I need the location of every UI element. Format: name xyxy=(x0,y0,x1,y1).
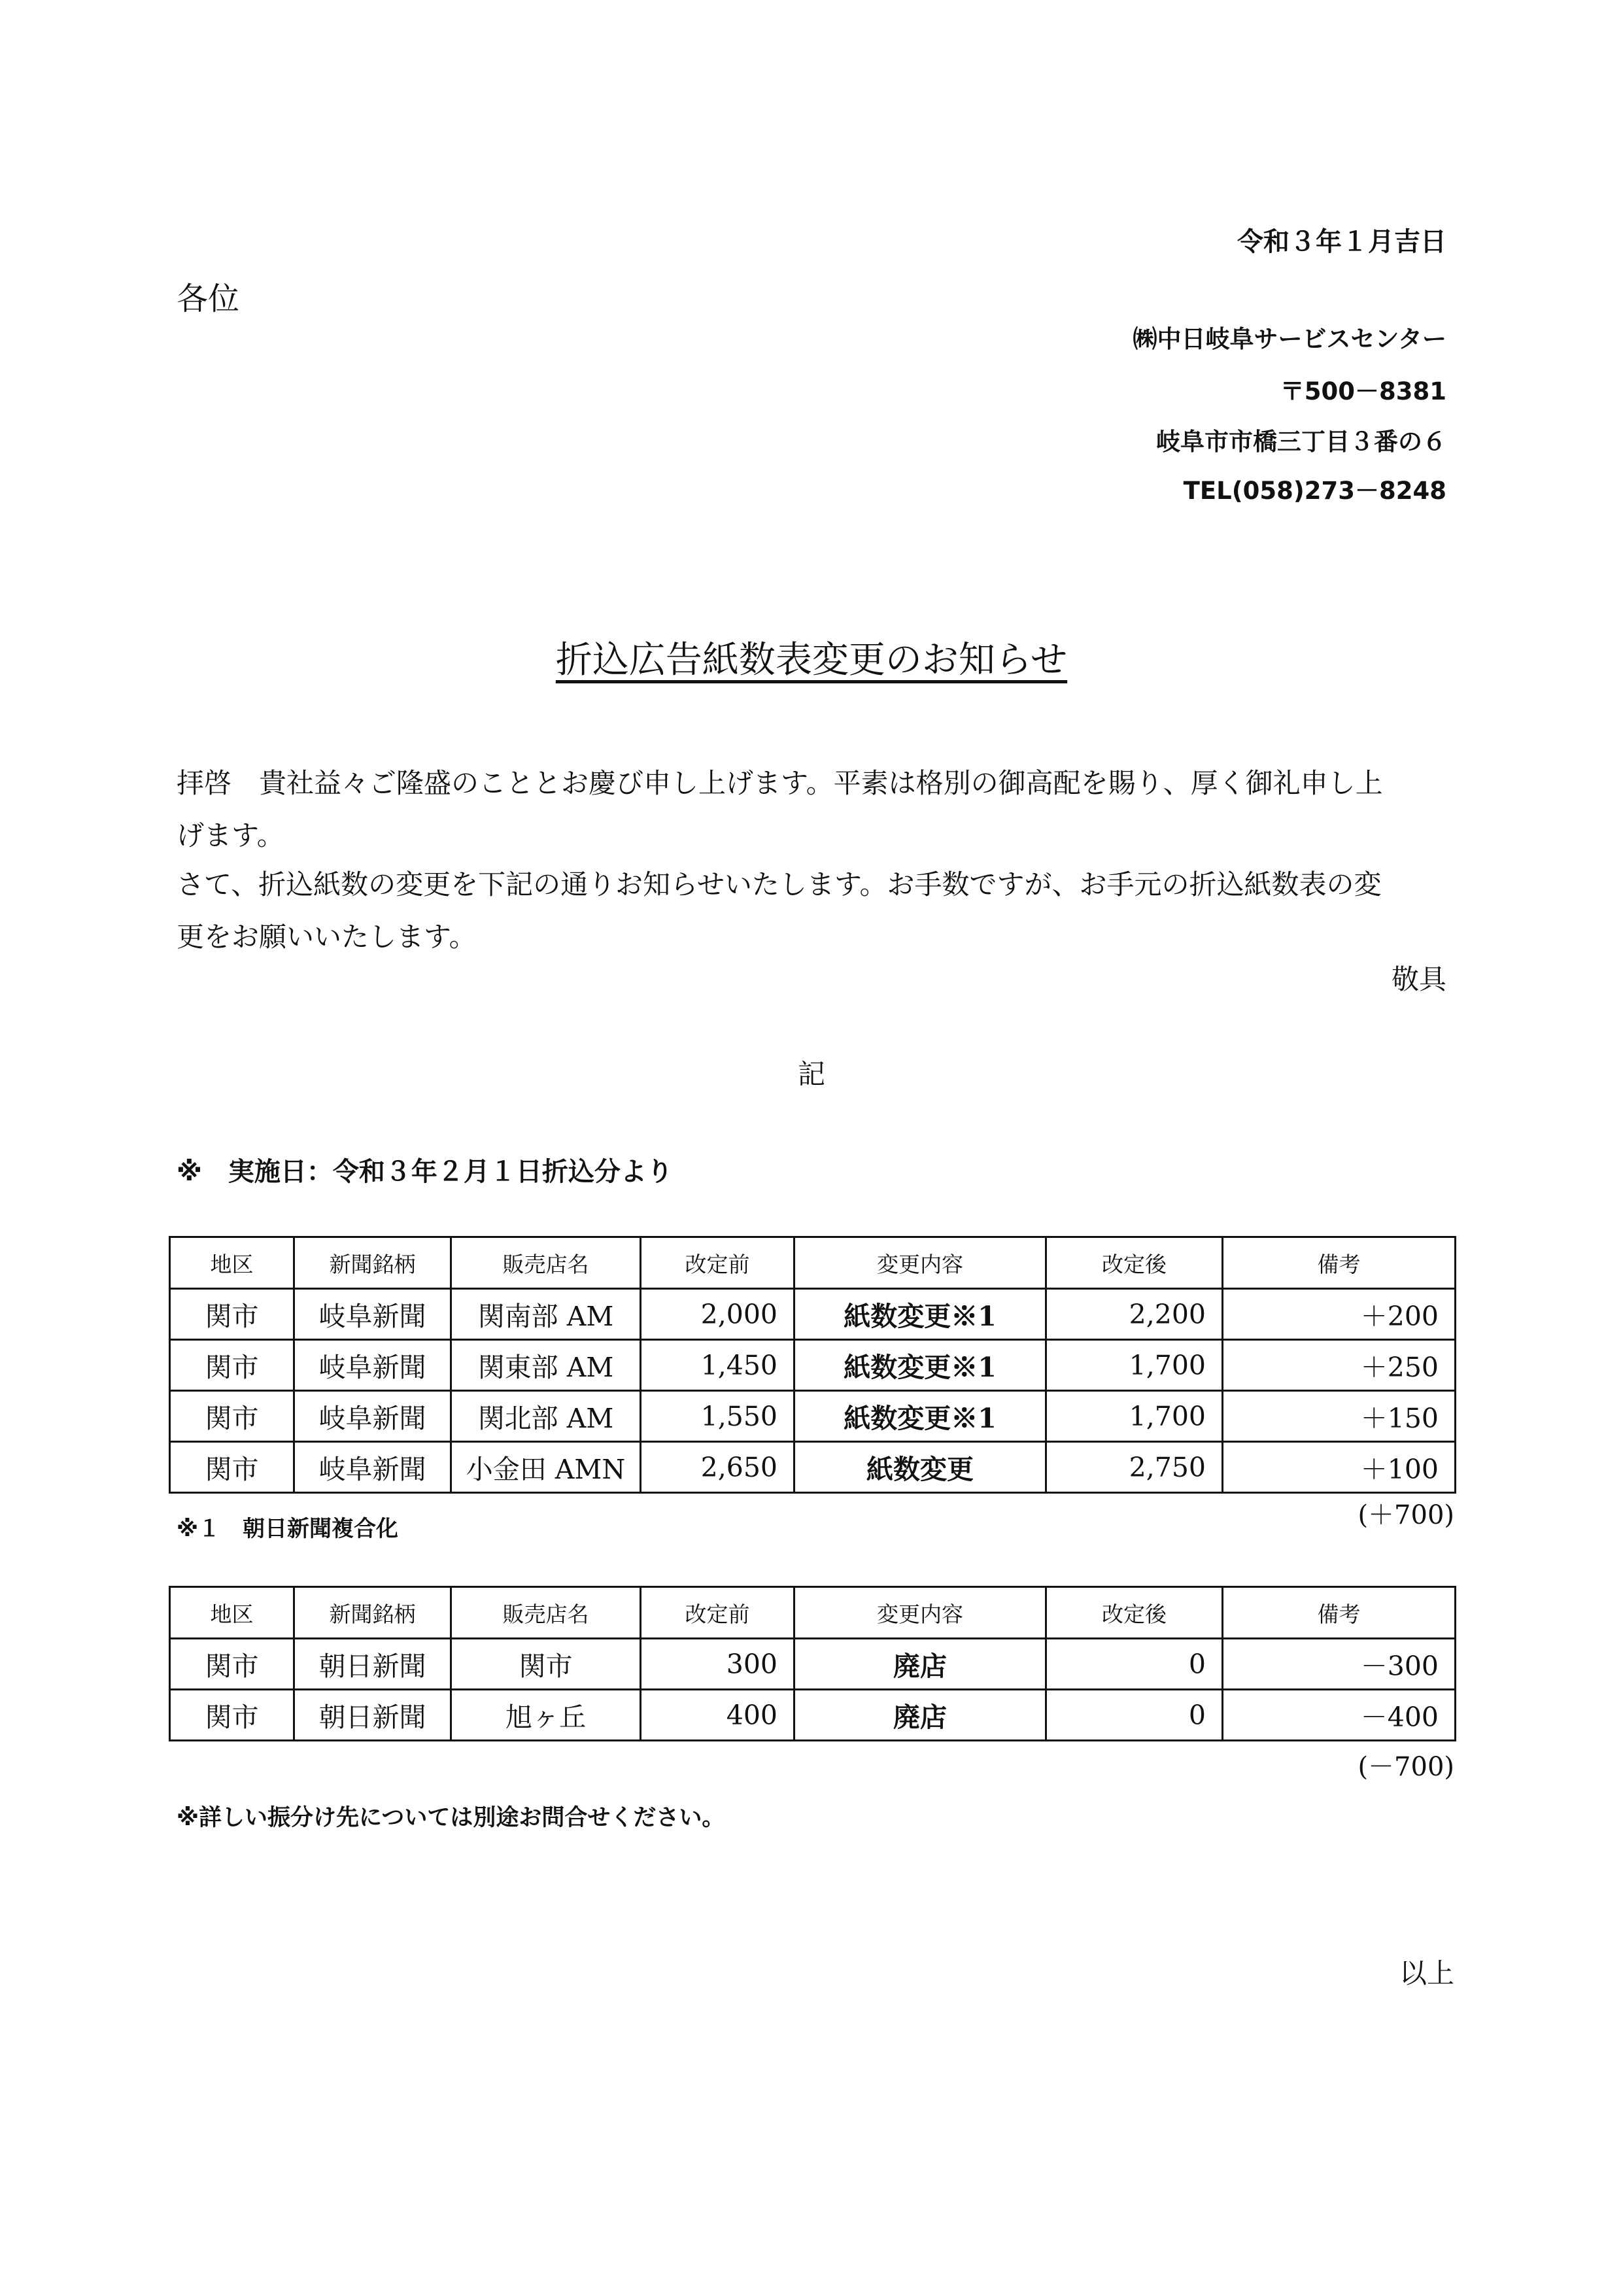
cell-newspaper: 朝日新聞 xyxy=(294,1690,451,1741)
cell-remarks: ＋200 xyxy=(1223,1289,1456,1340)
cell-newspaper: 岐阜新聞 xyxy=(294,1289,451,1340)
cell-before: 2,650 xyxy=(641,1442,794,1493)
closing-ijou: 以上 xyxy=(1399,1957,1454,1989)
header-change: 変更内容 xyxy=(794,1587,1046,1639)
cell-newspaper: 朝日新聞 xyxy=(294,1639,451,1690)
table2-total: (－700) xyxy=(1358,1752,1454,1782)
cell-store: 関南部 AM xyxy=(451,1289,641,1340)
header-district: 地区 xyxy=(170,1237,294,1289)
cell-store: 旭ヶ丘 xyxy=(451,1690,641,1741)
inquiry-note: ※詳しい振分け先については別途お問合せください。 xyxy=(177,1805,725,1831)
table-row xyxy=(170,1391,1456,1442)
cell-before: 300 xyxy=(641,1639,794,1690)
header-change: 変更内容 xyxy=(794,1237,1046,1289)
table-header-row xyxy=(170,1237,1456,1289)
cell-district: 関市 xyxy=(170,1340,294,1391)
header-before: 改定前 xyxy=(641,1587,794,1639)
body-line-1: 拝啓 貴社益々ご隆盛のこととお慶び申し上げます。平素は格別の御高配を賜り、厚く御礼申し上 xyxy=(177,767,1383,799)
header-store: 販売店名 xyxy=(451,1237,641,1289)
cell-change: 紙数変更 xyxy=(794,1442,1046,1493)
cell-remarks: －400 xyxy=(1223,1690,1456,1741)
sender-phone: TEL(058)273－8248 xyxy=(1183,477,1446,505)
cell-after: 0 xyxy=(1046,1639,1223,1690)
cell-newspaper: 岐阜新聞 xyxy=(294,1340,451,1391)
cell-store: 関市 xyxy=(451,1639,641,1690)
cell-before: 2,000 xyxy=(641,1289,794,1340)
table-row xyxy=(170,1442,1456,1493)
cell-remarks: ＋250 xyxy=(1223,1340,1456,1391)
header-after: 改定後 xyxy=(1046,1587,1223,1639)
cell-after: 0 xyxy=(1046,1690,1223,1741)
cell-before: 400 xyxy=(641,1690,794,1741)
cell-after: 2,750 xyxy=(1046,1442,1223,1493)
cell-after: 1,700 xyxy=(1046,1391,1223,1442)
cell-before: 1,450 xyxy=(641,1340,794,1391)
cell-district: 関市 xyxy=(170,1289,294,1340)
cell-store: 関北部 AM xyxy=(451,1391,641,1442)
cell-remarks: －300 xyxy=(1223,1639,1456,1690)
header-newspaper: 新聞銘柄 xyxy=(294,1237,451,1289)
table-row xyxy=(170,1289,1456,1340)
cell-change: 紙数変更※1 xyxy=(794,1391,1046,1442)
table-row xyxy=(170,1340,1456,1391)
header-store: 販売店名 xyxy=(451,1587,641,1639)
header-after: 改定後 xyxy=(1046,1237,1223,1289)
cell-change: 紙数変更※1 xyxy=(794,1340,1046,1391)
addressee: 各位 xyxy=(177,281,240,317)
table1-total: (＋700) xyxy=(1358,1500,1454,1530)
header-district: 地区 xyxy=(170,1587,294,1639)
cell-remarks: ＋100 xyxy=(1223,1442,1456,1493)
closing-keigu: 敬具 xyxy=(1391,963,1446,995)
cell-district: 関市 xyxy=(170,1690,294,1741)
header-remarks: 備考 xyxy=(1223,1237,1456,1289)
header-before: 改定前 xyxy=(641,1237,794,1289)
circulation-change-table xyxy=(169,1236,1456,1494)
cell-district: 関市 xyxy=(170,1442,294,1493)
cell-store: 小金田 AMN xyxy=(451,1442,641,1493)
cell-after: 2,200 xyxy=(1046,1289,1223,1340)
body-line-4: 更をお願いいたします。 xyxy=(177,921,477,953)
sender-postal-code: 〒500－8381 xyxy=(1280,377,1446,405)
cell-after: 1,700 xyxy=(1046,1340,1223,1391)
table-header-row xyxy=(170,1587,1456,1639)
sender-address: 岐阜市市橋三丁目３番の６ xyxy=(1156,428,1446,456)
cell-district: 関市 xyxy=(170,1639,294,1690)
cell-newspaper: 岐阜新聞 xyxy=(294,1442,451,1493)
header-newspaper: 新聞銘柄 xyxy=(294,1587,451,1639)
cell-district: 関市 xyxy=(170,1391,294,1442)
cell-before: 1,550 xyxy=(641,1391,794,1442)
document-title: 折込広告紙数表変更のお知らせ xyxy=(555,639,1068,681)
cell-change: 廃店 xyxy=(794,1690,1046,1741)
header-remarks: 備考 xyxy=(1223,1587,1456,1639)
effective-date: ※ 実施日：令和３年２月１日折込分より xyxy=(177,1157,673,1187)
body-line-2: げます。 xyxy=(177,819,284,851)
document-date: 令和３年１月吉日 xyxy=(1237,227,1446,257)
cell-store: 関東部 AM xyxy=(451,1340,641,1391)
cell-change: 廃店 xyxy=(794,1639,1046,1690)
cell-newspaper: 岐阜新聞 xyxy=(294,1391,451,1442)
table-row xyxy=(170,1690,1456,1741)
store-closure-table xyxy=(169,1586,1456,1741)
cell-change: 紙数変更※1 xyxy=(794,1289,1046,1340)
ki-heading: 記 xyxy=(797,1058,825,1090)
body-line-3: さて、折込紙数の変更を下記の通りお知らせいたします。お手数ですが、お手元の折込紙数表の変 xyxy=(177,868,1382,900)
sender-company: ㈱中日岐阜サービスセンター xyxy=(1133,325,1446,353)
table-row xyxy=(170,1639,1456,1690)
footnote-asahi-merge: ※１ 朝日新聞複合化 xyxy=(177,1516,399,1542)
cell-remarks: ＋150 xyxy=(1223,1391,1456,1442)
